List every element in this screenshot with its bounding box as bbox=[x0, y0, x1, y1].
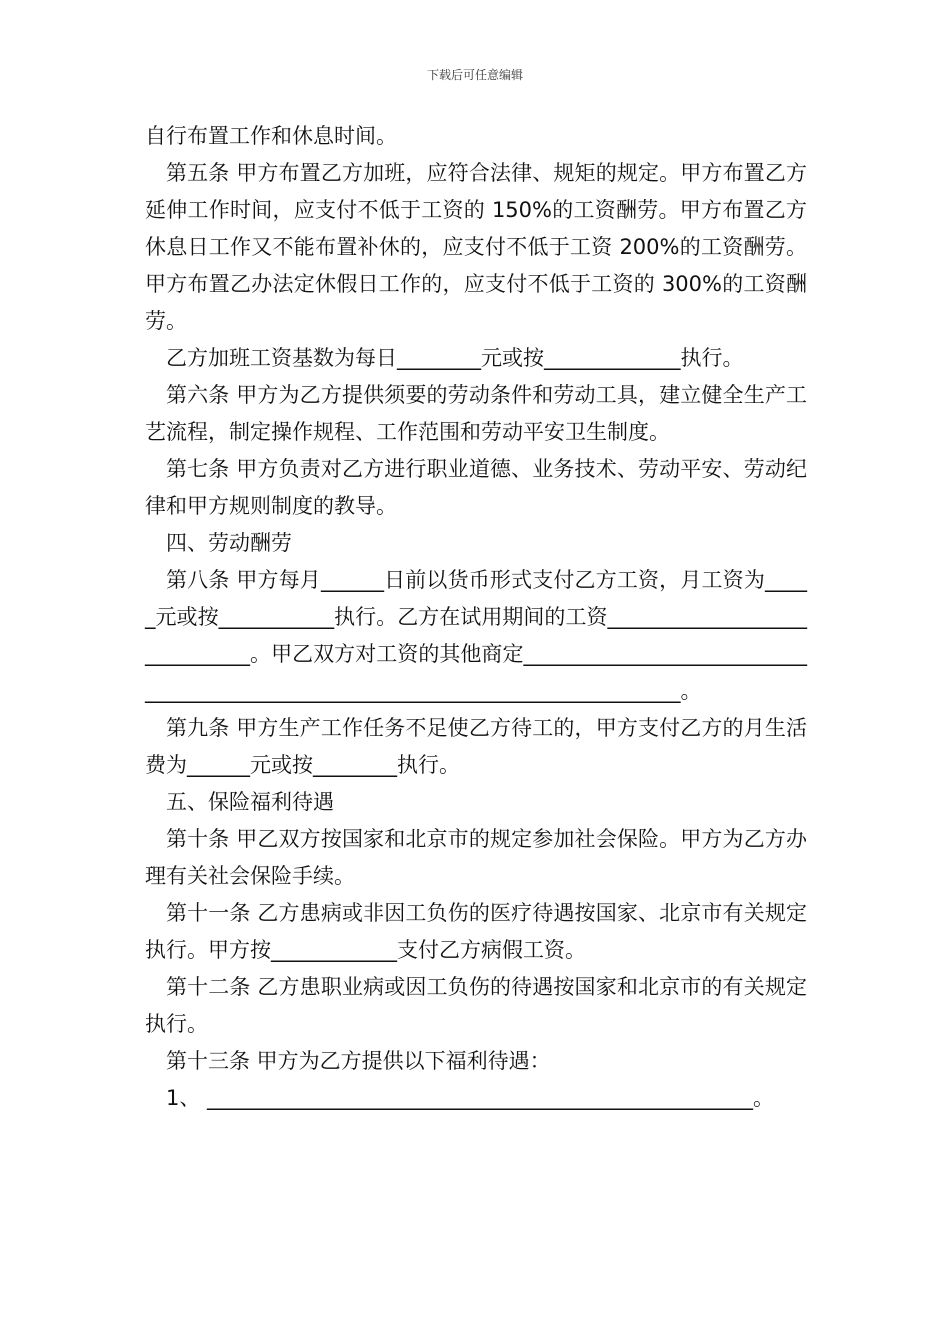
section-heading-insurance: 五、保险福利待遇 bbox=[166, 790, 334, 814]
paragraph-article-13: 第十三条 甲方为乙方提供以下福利待遇： bbox=[166, 1049, 551, 1073]
paragraph-overtime-base: 乙方加班工资基数为每日________元或按_____________执行。 bbox=[166, 346, 744, 370]
paragraph-article-10: 第十条 甲乙双方按国家和北京市的规定参加社会保险。甲方为乙方办理有关社会保险手续。 bbox=[145, 827, 807, 888]
document-body bbox=[145, 118, 807, 1117]
page-header: 下载后可任意编辑 bbox=[426, 68, 523, 82]
paragraph-article-12: 第十二条 乙方患职业病或因工负伤的待遇按国家和北京市的有关规定执行。 bbox=[145, 975, 807, 1036]
paragraph-article-6: 第六条 甲方为乙方提供须要的劳动条件和劳动工具，建立健全生产工艺流程，制定操作规程、工作范围和劳动平安卫生制度。 bbox=[145, 383, 807, 444]
paragraph-benefit-item-1: 1、 ____________________________________________________。 bbox=[166, 1086, 775, 1110]
section-heading-remuneration: 四、劳动酬劳 bbox=[166, 531, 292, 555]
paragraph-article-9: 第九条 甲方生产工作任务不足使乙方待工的，甲方支付乙方的月生活费为______元或按________执行。 bbox=[145, 716, 807, 777]
paragraph-article-7: 第七条 甲方负责对乙方进行职业道德、业务技术、劳动平安、劳动纪律和甲方规则制度的教导。 bbox=[145, 457, 807, 518]
paragraph-article-11: 第十一条 乙方患病或非因工负伤的医疗待遇按国家、北京市有关规定执行。甲方按____________支付乙方病假工资。 bbox=[145, 901, 807, 962]
paragraph-article-8: 第八条 甲方每月______日前以货币形式支付乙方工资，月工资为_____元或按___________执行。乙方在试用期间的工资_____________________________。甲乙双方对工资的其他商定______________________________________________________________________________。 bbox=[145, 568, 807, 703]
paragraph-continuation: 自行布置工作和休息时间。 bbox=[145, 124, 397, 148]
paragraph-article-5: 第五条 甲方布置乙方加班，应符合法律、规矩的规定。甲方布置乙方延伸工作时间，应支付不低于工资的 150%的工资酬劳。甲方布置乙方休息日工作又不能布置补休的，应支付不低于工资 200%的工资酬劳。甲方布置乙办法定休假日工作的，应支付不低于工资的 300%的工资酬劳。 bbox=[145, 161, 807, 333]
